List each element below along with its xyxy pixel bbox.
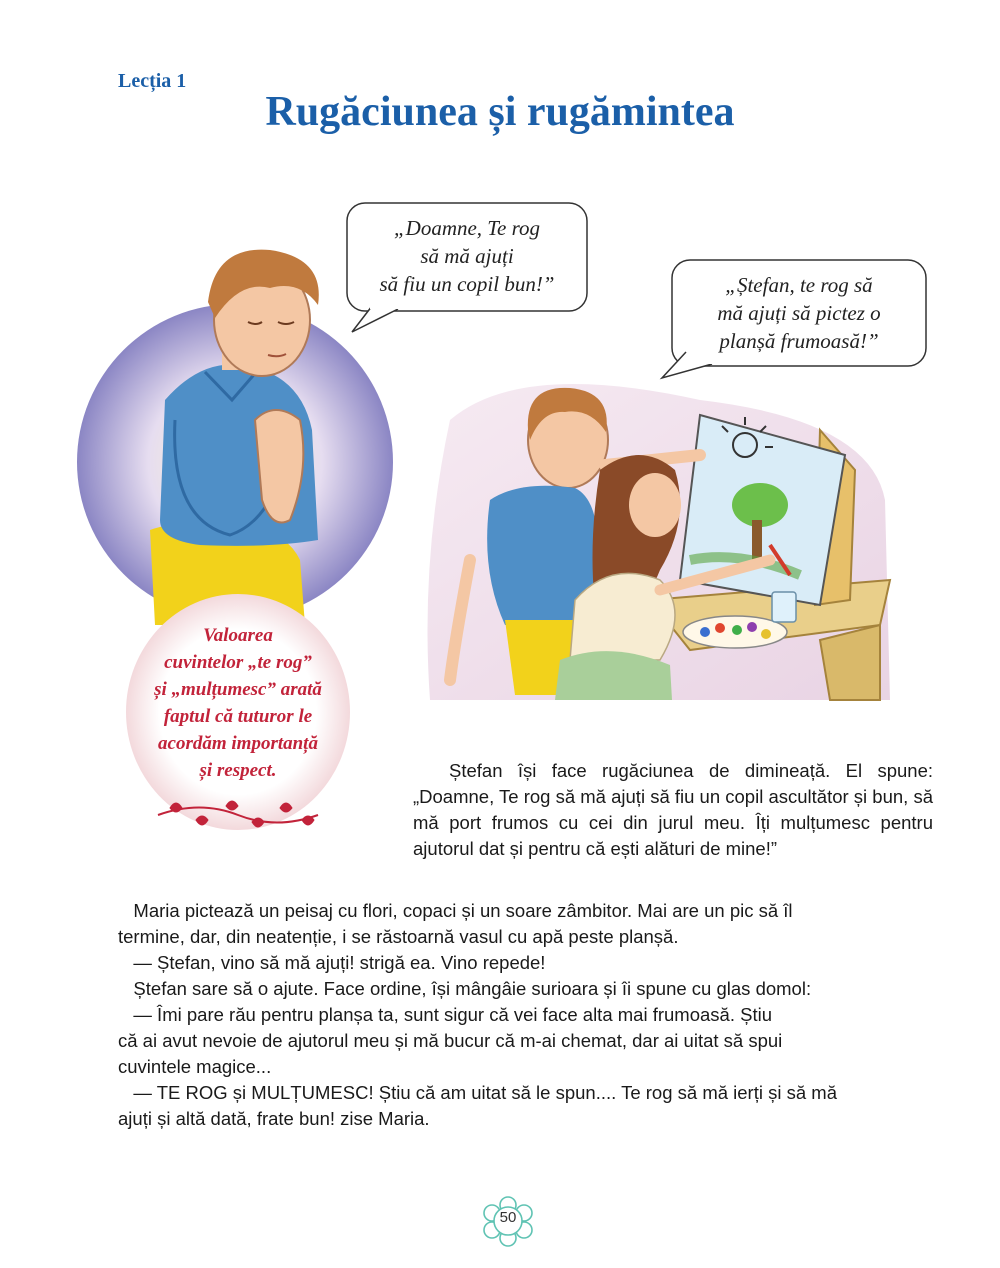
story-line: — Îmi pare rău pentru planșa ta, sunt sigur că vei face alta mai frumoasă. Știu bbox=[118, 1004, 772, 1025]
speech-bubble-right-text: „Ștefan, te rog să mă ajuți să pictez o planșă frumoasă!” bbox=[717, 273, 881, 353]
story-line: cuvintele magice... bbox=[118, 1056, 272, 1077]
page-number: 50 bbox=[499, 1209, 517, 1226]
story-intro-paragraph bbox=[413, 758, 933, 862]
story-line: — TE ROG și MULȚUMESC! Știu că am uitat să le spun.... Te rog să mă ierți și să mă bbox=[118, 1082, 837, 1103]
story-line: ajuți și altă dată, frate bun! zise Maria. bbox=[118, 1108, 430, 1129]
speech-bubble-left-text: „Doamne, Te rog să mă ajuți să fiu un copil bun!” bbox=[379, 216, 555, 296]
lesson-label: Lecția 1 bbox=[118, 70, 187, 92]
story-line: termine, dar, din neatenție, i se răstoarnă vasul cu apă peste planșă. bbox=[118, 926, 679, 947]
value-box-text: Valoarea cuvintelor „te rog” și „mulțumesc” arată faptul că tuturor le acordăm importanță și respect. bbox=[154, 625, 322, 781]
praying-boy-illustration bbox=[77, 250, 393, 625]
story-line: că ai avut nevoie de ajutorul meu și mă bucur că m-ai chemat, dar ai uitat să spui bbox=[118, 1030, 783, 1051]
painting-scene-illustration bbox=[428, 384, 891, 700]
story-intro-text: Ștefan își face rugăciunea de dimineață. El spune: „Doamne, Te rog să mă ajuți să fiu un copil ascultător și bun, să mă port frumos cu cei din jurul meu. Îți mulțumesc pentru ajutorul dat și pentru că ești alături de mine!” bbox=[413, 760, 933, 859]
story-line: Maria pictează un peisaj cu flori, copaci și un soare zâmbitor. Mai are un pic să îl bbox=[118, 900, 793, 921]
page-title: Rugăciunea și rugămintea bbox=[265, 89, 735, 135]
story-line: — Ștefan, vino să mă ajuți! strigă ea. Vino repede! bbox=[118, 952, 546, 973]
story-line: Ștefan sare să o ajute. Face ordine, își mângâie surioara și îi spune cu glas domol: bbox=[118, 978, 812, 999]
